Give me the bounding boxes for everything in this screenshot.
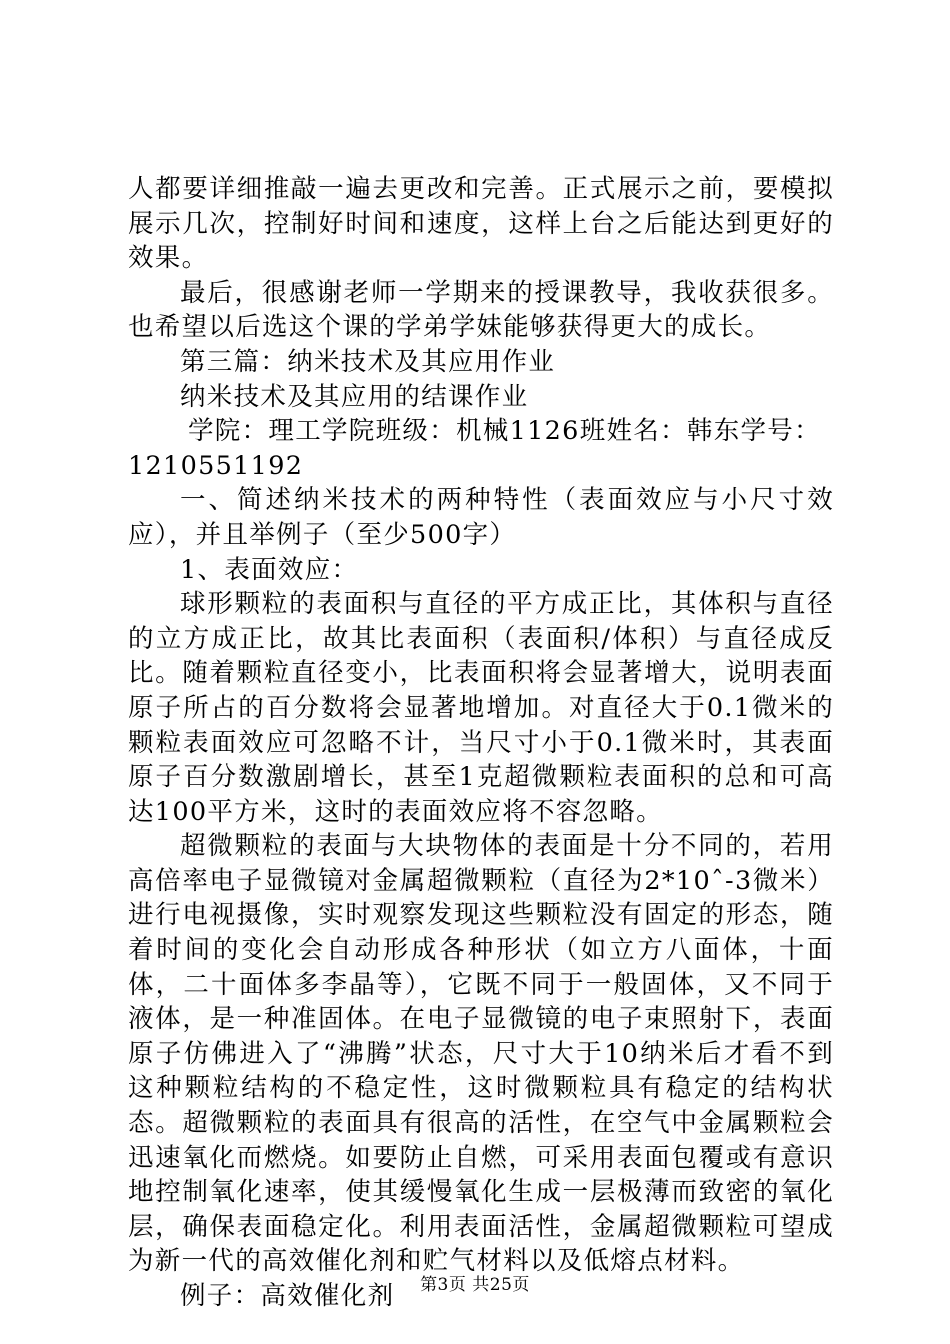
- assignment-title: 纳米技术及其应用的结课作业: [180, 381, 529, 412]
- student-info: 学院：理工学院班级：机械1126班姓名：韩东学号：1210551192: [128, 416, 821, 481]
- page-footer: [0, 1270, 950, 1295]
- paragraph-ultrafine-particles: 超微颗粒的表面与大块物体的表面是十分不同的，若用高倍率电子显微镜对金属超微颗粒（直径为2*10ˆ-3微米）进行电视摄像，实时观察发现这些颗粒没有固定的形态，随着时间的变化会自动形成各种形状（如立方八面体，十面体，二十面体多李晶等），它既不同于一般固体，又不同于液体，是一种准固体。在电子显微镜的电子束照射下，表面原子仿佛进入了“沸腾”状态，尺寸大于10纳米后才看不到这种颗粒结构的不稳定性，这时微颗粒具有稳定的结构状态。超微颗粒的表面具有很高的活性，在空气中金属颗粒会迅速氧化而燃烧。如要防止自燃，可采用表面包覆或有意识地控制氧化速率，使其缓慢氧化生成一层极薄而致密的氧化层，确保表面稳定化。利用表面活性，金属超微颗粒可望成为新一代的高效催化剂和贮气材料以及低熔点材料。: [128, 831, 834, 1277]
- section-heading: 第三篇：纳米技术及其应用作业: [180, 346, 556, 377]
- example-heading: 例子：高效催化剂: [180, 1281, 395, 1311]
- paragraph-surface-effect: 球形颗粒的表面积与直径的平方成正比，其体积与直径的立方成正比，故其比表面积（表面积/体积）与直径成反比。随着颗粒直径变小，比表面积将会显著增大，说明表面原子所占的百分数将会显著地增加。对直径大于0.1微米的颗粒表面效应可忽略不计，当尺寸小于0.1微米时，其表面原子百分数激剧增长，甚至1克超微颗粒表面积的总和可高达100平方米，这时的表面效应将不容忽略。: [128, 589, 834, 827]
- paragraph-closing-thanks: 最后，很感谢老师一学期来的授课教导，我收获很多。也希望以后选这个课的学弟学妹能够获得更大的成长。: [128, 277, 834, 343]
- subsection-heading: 1、表面效应：: [180, 554, 359, 585]
- question-heading: 一、简述纳米技术的两种特性（表面效应与小尺寸效应），并且举例子（至少500字）: [128, 485, 834, 550]
- document-body: [128, 172, 834, 1314]
- page-number: 第3页 共25页: [420, 1275, 530, 1295]
- paragraph-continuation: 人都要详细推敲一遍去更改和完善。正式展示之前，要模拟展示几次，控制好时间和速度，这样上台之后能达到更好的效果。: [128, 174, 834, 274]
